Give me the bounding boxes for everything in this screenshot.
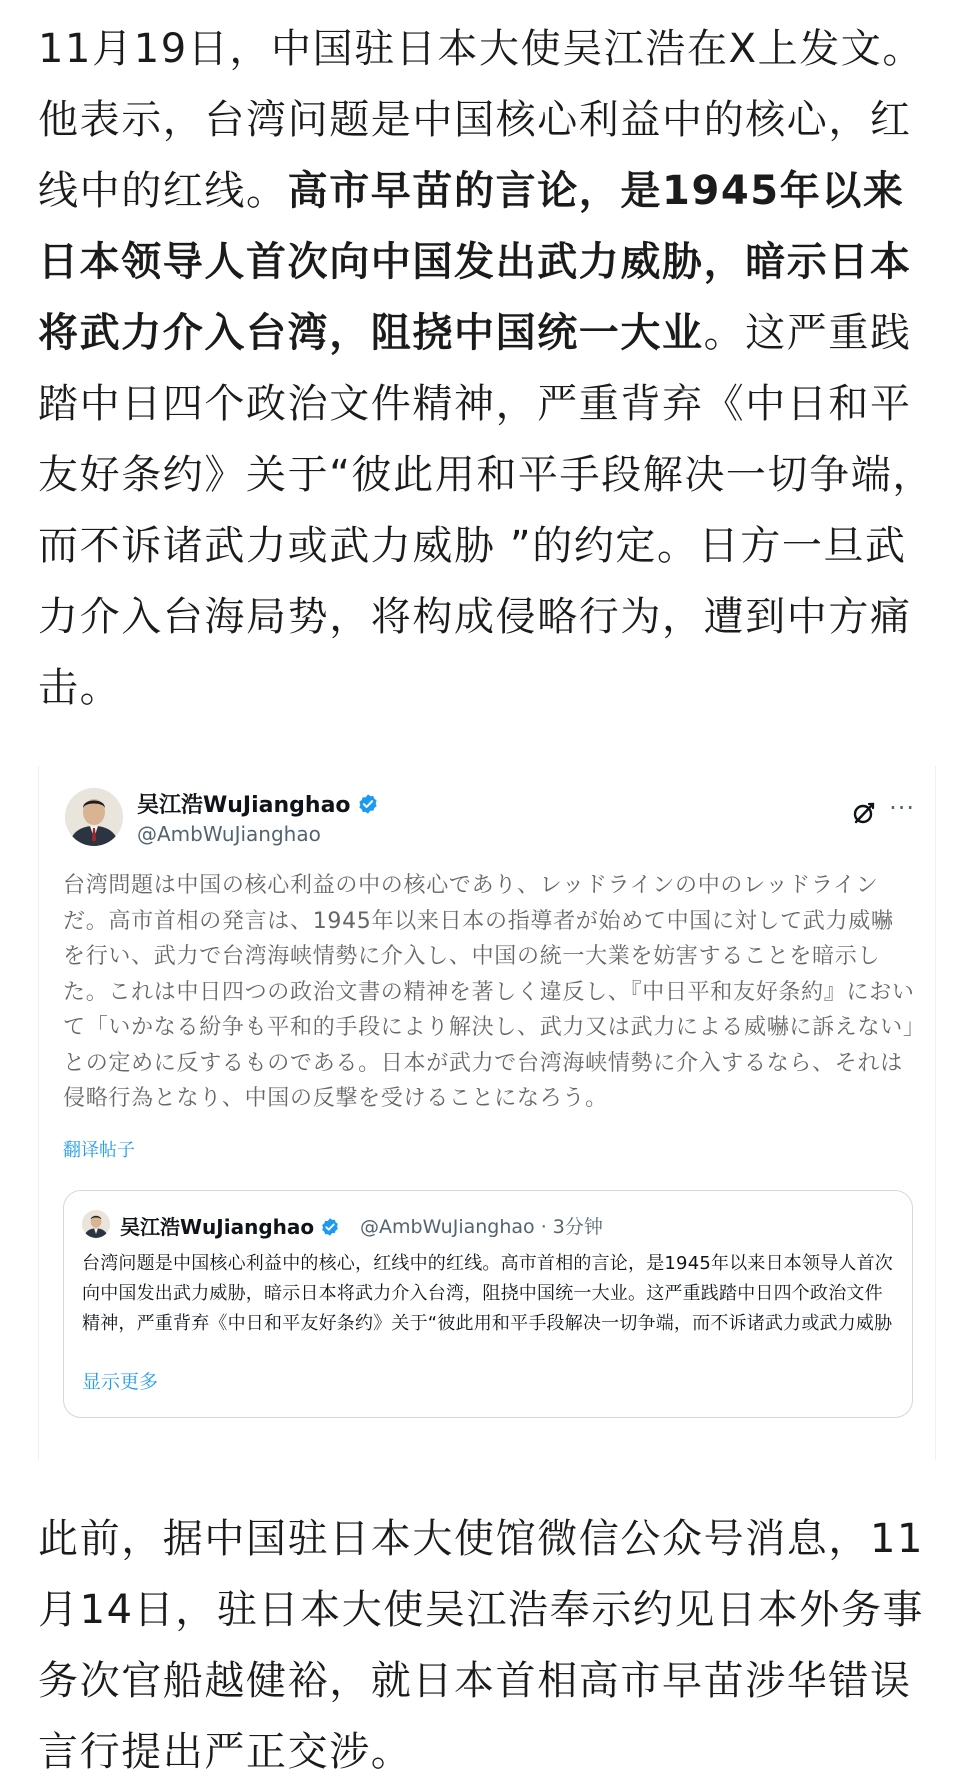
verified-badge-icon: [357, 793, 379, 815]
quoted-post-text: 台湾问题是中国核心利益中的核心，红线中的红线。高市首相的言论，是1945年以来日本领导人首次向中国发出武力威胁，暗示日本将武力介入台湾，阻挠中国统一大业。这严重践踏中日四个政治文件精神，严重背弃《中日和平友好条约》关于“彼此用和平手段解决一切争端，而不诉诸武力或武力威胁: [82, 1253, 894, 1334]
para1-intro: 11月19日，中国驻日本大使吴江浩在X上发文。他表示，台湾问题是中国核心利益中的核心，红线中的红线。: [38, 26, 924, 214]
quoted-post[interactable]: [63, 1190, 913, 1418]
para1-rest: 。这严重践踏中日四个政治文件精神，严重背弃《中日和平友好条约》关于“彼此用和平手段解决一切争端，而不诉诸武力或武力威胁 ”的约定。日方一旦武力介入台海局势，将构成侵略行为，遭到中方痛击。: [38, 310, 934, 711]
show-more-link[interactable]: 显示更多: [82, 1371, 159, 1393]
verified-badge-icon: [320, 1217, 340, 1237]
avatar[interactable]: [65, 788, 123, 846]
quoted-author-name[interactable]: [120, 1211, 340, 1240]
post-text: 台湾問題は中国の核心利益の中の核心であり、レッドラインの中のレッドラインだ。高市首相の発言は、1945年以来日本の指導者が始めて中国に対して武力威嚇を行い、武力で台湾海峡情勢に介入し、中国の統一大業を妨害することを暗示した。これは中日四つの政治文書の精神を著しく違反し、『中日平和友好条約』において「いかなる紛争も平和的手段により解決し、武力又は武力による威嚇に訴えない」との定めに反するものである。日本が武力で台湾海峡情勢に介入するなら、それは侵略行為となり、中国の反撃を受けることになろう。: [63, 873, 915, 1111]
post-header: [65, 786, 915, 856]
para1-bold-statement: 高市早苗的言论，是1945年以来日本领导人首次向中国发出武力威胁，暗示日本将武力介入台湾，阻挠中国统一大业: [38, 168, 912, 356]
more-icon[interactable]: ···: [889, 794, 915, 822]
translate-post-link[interactable]: 翻译帖子: [63, 1140, 135, 1161]
article-paragraph-1: [38, 14, 943, 724]
post-author-handle[interactable]: @AmbWuJianghao: [137, 822, 321, 846]
article-paragraph-2: 此前，据中国驻日本大使馆微信公众号消息，11月14日，驻日本大使吴江浩奉示约见日本外务事务次官船越健裕，就日本首相高市早苗涉华错误言行提出严正交涉。: [38, 1516, 925, 1775]
post-author-name-text[interactable]: 吴江浩WuJianghao: [137, 793, 351, 818]
quoted-author-handle-time[interactable]: @AmbWuJianghao · 3分钟: [360, 1216, 603, 1238]
embedded-post[interactable]: [38, 766, 936, 1460]
quoted-author-name-text[interactable]: 吴江浩WuJianghao: [120, 1215, 315, 1239]
grok-icon[interactable]: [851, 800, 877, 826]
quoted-post-header: [82, 1209, 882, 1241]
quoted-avatar[interactable]: [82, 1210, 110, 1238]
post-author-name[interactable]: [137, 788, 379, 819]
